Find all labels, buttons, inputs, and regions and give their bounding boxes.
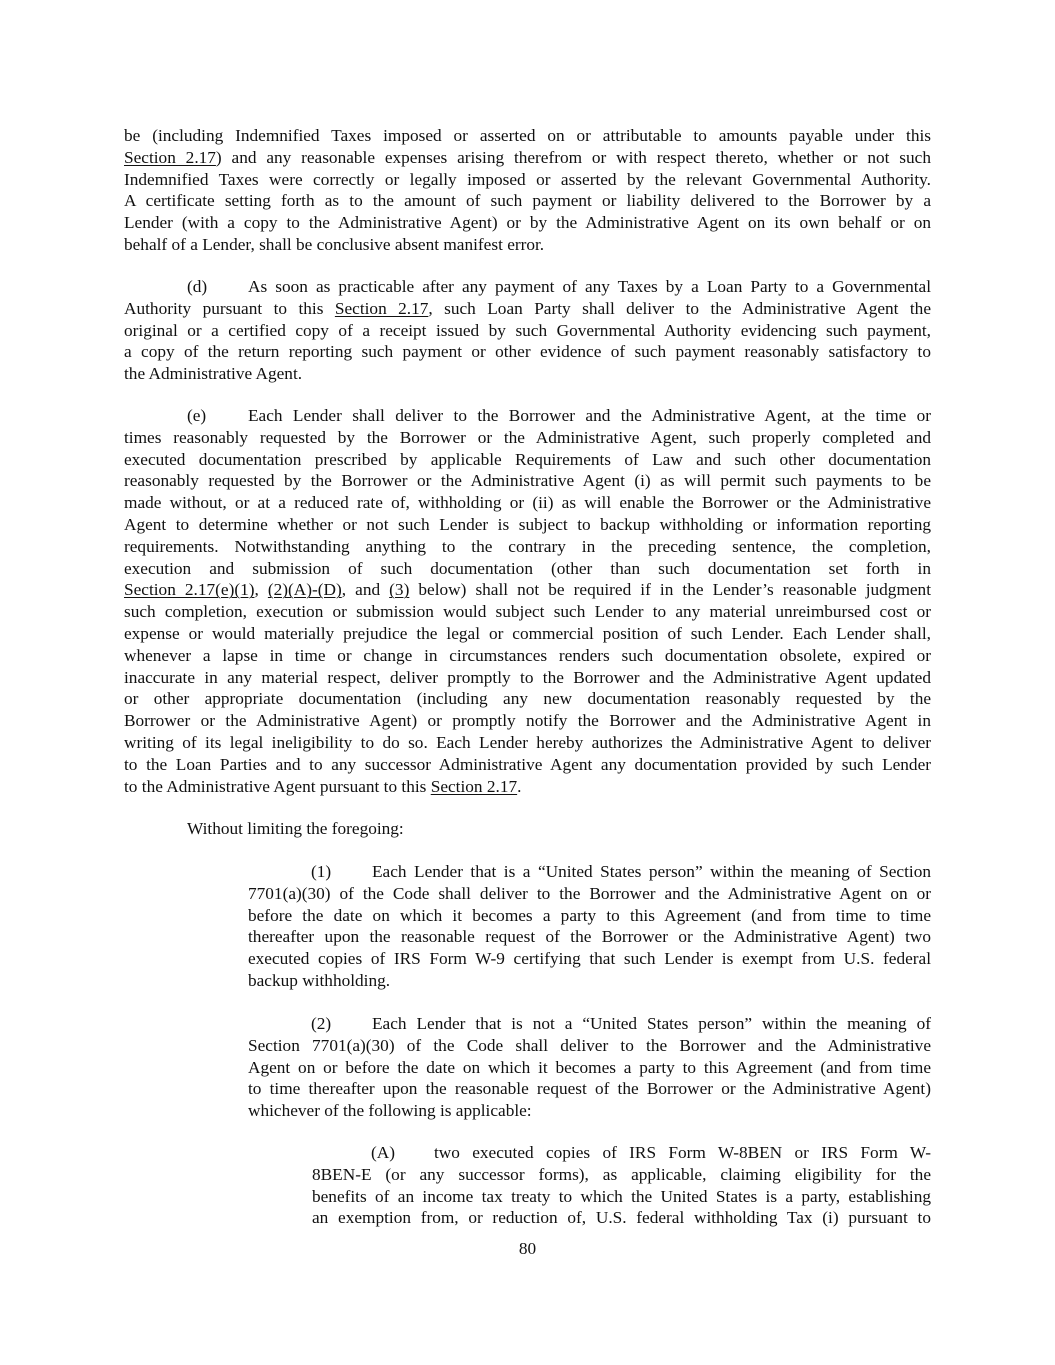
text-line: execution and submission of such documentation (other than such documentation set forth in <box>124 558 931 578</box>
text-line: before the date on which it becomes a party to this Agreement (and from time to time <box>248 905 931 925</box>
text-line: an exemption from, or reduction of, U.S. federal withholding Tax (i) pursuant to <box>312 1208 931 1228</box>
list-item-1 <box>248 861 931 992</box>
text-line: Authority pursuant to this Section 2.17, such Loan Party shall deliver to the Administrative Agent the <box>124 298 931 318</box>
paragraph-intro <box>187 818 931 840</box>
text-line: a copy of the return reporting such payment or other evidence of such payment reasonably satisfactory to <box>124 342 931 362</box>
text-line: Indemnified Taxes were correctly or legally imposed or asserted by the relevant Governmental Authority. <box>124 169 931 189</box>
text-line: (d) As soon as practicable after any payment of any Taxes by a Loan Party to a Governmental <box>187 277 931 296</box>
text-line: original or a certified copy of a receipt issued by such Governmental Authority evidencing such payment, <box>124 320 931 340</box>
text-line: A certificate setting forth as to the amount of such payment or liability delivered to the Borrower by a <box>124 191 931 211</box>
text-line: writing of its legal ineligibility to do so. Each Lender hereby authorizes the Administrative Agent to deliver <box>124 732 931 752</box>
paragraph-label: (d) <box>187 277 208 296</box>
text-line: requirements. Notwithstanding anything to the contrary in the preceding sentence, the completion, <box>124 536 931 556</box>
text-line: thereafter upon the reasonable request of the Borrower or the Administrative Agent) two <box>248 927 931 947</box>
text-line: Lender (with a copy to the Administrative Agent) or by the Administrative Agent on its own behalf or on <box>124 213 931 233</box>
page-number: 80 <box>518 1239 537 1258</box>
section-reference-link[interactable]: Section 2.17 <box>124 147 216 167</box>
list-item-label: (A) <box>371 1143 395 1162</box>
text-line: behalf of a Lender, shall be conclusive absent manifest error. <box>124 234 545 254</box>
text-line: times reasonably requested by the Borrower or the Administrative Agent, such properly completed and <box>124 427 931 447</box>
section-reference-link[interactable]: (2)(A)-(D) <box>267 580 342 600</box>
text-line: expense or would materially prejudice the legal or commercial position of such Lender. Each Lender shall, <box>124 623 931 643</box>
text-line: (1) Each Lender that is a “United States person” within the meaning of Section <box>311 862 931 881</box>
text-line: benefits of an income tax treaty to which the United States is a party, establishing <box>312 1186 931 1206</box>
text-line: whenever a lapse in time or change in circumstances renders such documentation obsolete, expired or <box>124 645 931 665</box>
text-line: such completion, execution or submission would subject such Lender to any material unreimbursed cost or <box>124 602 931 622</box>
text-line: Section 2.17(e)(1), (2)(A)-(D), and (3) below) shall not be required if in the Lender’s reasonable judgment <box>124 580 931 600</box>
section-reference-link[interactable]: Section 2.17(e)(1) <box>124 580 255 600</box>
text-line: to the Loan Parties and to any successor Administrative Agent any documentation provided by such Lender <box>124 754 931 774</box>
paragraph-label: (e) <box>187 406 207 425</box>
text-line: made without, or at a reduced rate of, withholding or (ii) as will enable the Borrower or the Administrative <box>124 493 931 513</box>
text-line: 8BEN-E (or any successor forms), as applicable, claiming eligibility for the <box>312 1164 931 1184</box>
text-line: (A) two executed copies of IRS Form W-8BEN or IRS Form W- <box>371 1143 931 1162</box>
text-line: Without limiting the foregoing: <box>187 819 404 838</box>
list-item-2A <box>312 1142 931 1229</box>
section-reference-link[interactable]: (3) <box>389 580 410 600</box>
text-line: Borrower or the Administrative Agent) or promptly notify the Borrower and the Administrative Agent in <box>124 711 931 731</box>
text-line: to the Administrative Agent pursuant to this Section 2.17. <box>124 776 522 796</box>
paragraph-carryover <box>124 125 931 256</box>
list-item-label: (1) <box>311 862 332 881</box>
text-line: be (including Indemnified Taxes imposed or asserted on or attributable to amounts payable under this <box>124 126 931 145</box>
paragraph-d <box>124 276 931 385</box>
section-reference-link[interactable]: Section 2.17 <box>334 298 429 318</box>
text-line: inaccurate in any material respect, deliver promptly to the Borrower and the Administrative Agent updated <box>124 667 931 687</box>
text-line: Section 2.17) and any reasonable expenses arising therefrom or with respect thereto, whether or not such <box>124 147 931 167</box>
text-line: Agent on or before the date on which it becomes a party to this Agreement (and from time <box>248 1057 931 1077</box>
text-line: backup withholding. <box>248 970 391 990</box>
list-item-label: (2) <box>311 1014 332 1033</box>
text-line: Agent to determine whether or not such Lender is subject to backup withholding or information reporting <box>124 514 931 534</box>
text-line: or other appropriate documentation (including any new documentation reasonably requested by the <box>124 689 931 709</box>
section-reference-link[interactable]: Section 2.17 <box>430 776 518 796</box>
text-line: Section 7701(a)(30) of the Code shall deliver to the Borrower and the Administrative <box>248 1035 931 1055</box>
text-line: 7701(a)(30) of the Code shall deliver to the Borrower and the Administrative Agent on or <box>248 883 931 903</box>
text-line: executed copies of IRS Form W-9 certifying that such Lender is exempt from U.S. federal <box>248 949 931 969</box>
text-line: (e) Each Lender shall deliver to the Borrower and the Administrative Agent, at the time or <box>187 406 931 425</box>
text-line: the Administrative Agent. <box>124 364 303 384</box>
paragraph-e <box>124 405 931 797</box>
text-line: executed documentation prescribed by applicable Requirements of Law and such other documentation <box>124 449 931 469</box>
list-item-2 <box>248 1013 931 1122</box>
text-line: to time thereafter upon the reasonable request of the Borrower or the Administrative Agent) <box>248 1079 931 1099</box>
text-line: (2) Each Lender that is not a “United States person” within the meaning of <box>311 1014 931 1033</box>
text-line: reasonably requested by the Borrower or the Administrative Agent (i) as will permit such payments to be <box>124 471 931 491</box>
text-line: whichever of the following is applicable: <box>248 1101 532 1121</box>
